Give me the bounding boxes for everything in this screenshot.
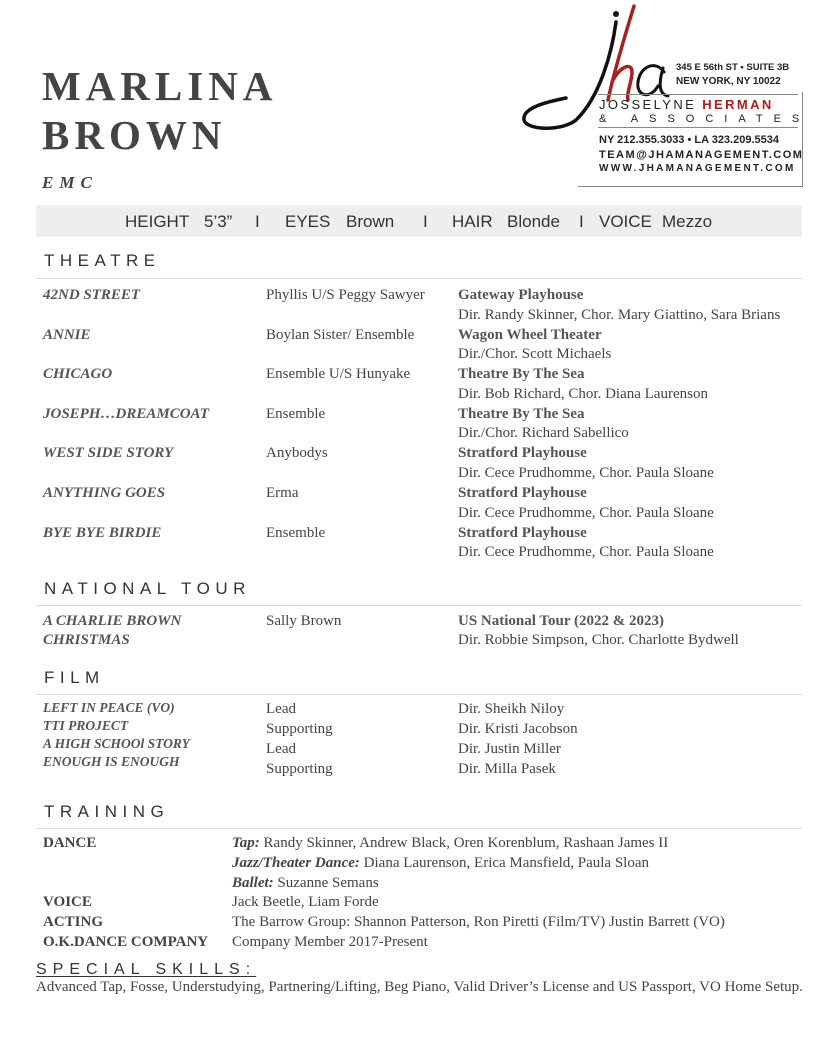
theatre-venue: Gateway Playhouse xyxy=(458,287,584,303)
theatre-credits: Dir. Bob Richard, Chor. Diana Laurenson xyxy=(458,385,708,402)
theatre-venue: Stratford Playhouse xyxy=(458,445,587,462)
film-role: Supporting xyxy=(266,721,333,737)
theatre-credits: Dir./Chor. Scott Michaels xyxy=(458,346,612,363)
training-voice-label: VOICE xyxy=(43,894,92,910)
theatre-role: Boylan Sister/ Ensemble xyxy=(266,326,415,343)
film-role: Lead xyxy=(266,741,296,757)
training-company-label: O.K.DANCE COMPANY xyxy=(43,934,209,950)
voice-label: VOICE xyxy=(599,212,652,231)
agency-associates: & ASSOCIATES xyxy=(599,113,811,125)
section-divider xyxy=(36,828,802,829)
theatre-credits: Dir. Randy Skinner, Chor. Mary Giattino, Sara Brians xyxy=(458,306,781,323)
eyes-label: EYES xyxy=(285,212,331,231)
training-heading: TRAINING xyxy=(44,802,170,821)
hair-value: Blonde xyxy=(507,212,560,231)
film-title: ENOUGH IS ENOUGH xyxy=(43,754,180,769)
theatre-role: Ensemble U/S Hunyake xyxy=(266,366,411,383)
tour-heading: NATIONAL TOUR xyxy=(44,579,251,598)
last-name: BROWN xyxy=(42,112,227,158)
theatre-show: BYE BYE BIRDIE xyxy=(43,524,162,541)
film-role: Lead xyxy=(266,701,296,717)
logo-divider xyxy=(598,94,798,95)
theatre-show: ANNIE xyxy=(43,326,91,343)
ballet-label: Ballet: xyxy=(232,875,274,891)
height-value: 5’3” xyxy=(204,212,233,231)
theatre-role: Anybodys xyxy=(266,445,328,462)
skills-heading: SPECIAL SKILLS: xyxy=(36,961,257,978)
training-dance-label: DANCE xyxy=(43,835,97,851)
agency-name-part2: HERMAN xyxy=(702,97,774,112)
theatre-role: Erma xyxy=(266,485,299,501)
theatre-credits: Dir. Cece Prudhomme, Chor. Paula Sloane xyxy=(458,464,714,481)
film-heading: FILM xyxy=(44,668,105,687)
voice-value: Mezzo xyxy=(662,212,713,231)
theatre-venue: Wagon Wheel Theater xyxy=(458,326,602,343)
stats-separator: I xyxy=(579,212,584,231)
training-tap xyxy=(232,833,668,853)
film-director: Dir. Milla Pasek xyxy=(458,761,556,777)
stats-separator: I xyxy=(423,212,428,231)
skills-text: Advanced Tap, Fosse, Understudying, Partnering/Lifting, Beg Piano, Valid Driver’s License and US Passport, VO Home Setup. xyxy=(36,979,803,995)
jazz-text: Diana Laurenson, Erica Mansfield, Paula Sloan xyxy=(359,855,649,871)
ballet-text: Suzanne Semans xyxy=(273,875,379,891)
height-label: HEIGHT xyxy=(125,212,190,231)
theatre-role: Phyllis U/S Peggy Sawyer xyxy=(266,287,425,303)
section-divider xyxy=(36,278,802,279)
logo-divider-2 xyxy=(598,127,798,128)
tour-show-line2: CHRISTMAS xyxy=(43,632,130,648)
union-status: EMC xyxy=(42,173,98,192)
tour-credits: Dir. Robbie Simpson, Chor. Charlotte Bydwell xyxy=(458,632,739,648)
section-divider xyxy=(36,605,802,606)
training-voice-text: Jack Beetle, Liam Forde xyxy=(232,894,379,910)
theatre-venue: Stratford Playhouse xyxy=(458,524,587,541)
theatre-show: CHICAGO xyxy=(43,366,113,383)
section-divider xyxy=(36,694,802,695)
agency-address-line1: 345 E 56th ST • SUITE 3B xyxy=(676,62,790,73)
film-director: Dir. Kristi Jacobson xyxy=(458,721,578,737)
agency-phones: NY 212.355.3033 • LA 323.209.5534 xyxy=(599,134,779,146)
first-name: MARLINA xyxy=(42,63,278,109)
film-director: Dir. Sheikh Niloy xyxy=(458,701,565,717)
training-jazz xyxy=(232,853,649,873)
agency-name xyxy=(599,97,774,112)
agency-website: WWW.JHAMANAGEMENT.COM xyxy=(599,163,796,174)
training-company-text: Company Member 2017-Present xyxy=(232,934,428,950)
theatre-venue: Stratford Playhouse xyxy=(458,485,587,501)
tap-label: Tap: xyxy=(232,835,260,851)
training-ballet xyxy=(232,873,379,893)
tour-role: Sally Brown xyxy=(266,613,342,629)
theatre-show: 42ND STREET xyxy=(43,287,141,303)
film-title: A HIGH SCHOOl STORY xyxy=(43,736,190,751)
hair-label: HAIR xyxy=(452,212,493,231)
theatre-credits: Dir./Chor. Richard Sabellico xyxy=(458,425,629,442)
agency-address-line2: NEW YORK, NY 10022 xyxy=(676,76,781,87)
theatre-credits: Dir. Cece Prudhomme, Chor. Paula Sloane xyxy=(458,544,714,561)
theatre-credits: Dir. Cece Prudhomme, Chor. Paula Sloane xyxy=(458,504,714,521)
theatre-venue: Theatre By The Sea xyxy=(458,366,585,383)
film-title: TTI PROJECT xyxy=(43,718,129,733)
theatre-role: Ensemble xyxy=(266,405,326,422)
film-director: Dir. Justin Miller xyxy=(458,741,561,757)
tap-text: Randy Skinner, Andrew Black, Oren Korenblum, Rashaan James II xyxy=(259,835,669,851)
training-acting-text: The Barrow Group: Shannon Patterson, Ron Piretti (Film/TV) Justin Barrett (VO) xyxy=(232,914,725,930)
agency-name-part1: JOSSELYNE xyxy=(599,97,697,112)
training-acting-label: ACTING xyxy=(43,914,104,930)
theatre-venue: Theatre By The Sea xyxy=(458,405,585,422)
stats-bar xyxy=(36,205,802,237)
tour-show-line1: A CHARLIE BROWN xyxy=(43,613,182,629)
jazz-label: Jazz/Theater Dance: xyxy=(232,855,360,871)
eyes-value: Brown xyxy=(346,212,395,231)
agency-email: TEAM@JHAMANAGEMENT.COM xyxy=(599,149,804,161)
theatre-role: Ensemble xyxy=(266,524,326,541)
film-title: LEFT IN PEACE (VO) xyxy=(43,700,175,715)
theatre-show: ANYTHING GOES xyxy=(43,485,166,501)
theatre-show: JOSEPH…DREAMCOAT xyxy=(43,405,209,422)
stats-separator: I xyxy=(255,212,260,231)
tour-venue: US National Tour (2022 & 2023) xyxy=(458,613,665,629)
film-role: Supporting xyxy=(266,761,333,777)
theatre-heading: THEATRE xyxy=(44,251,161,270)
theatre-show: WEST SIDE STORY xyxy=(43,445,174,462)
